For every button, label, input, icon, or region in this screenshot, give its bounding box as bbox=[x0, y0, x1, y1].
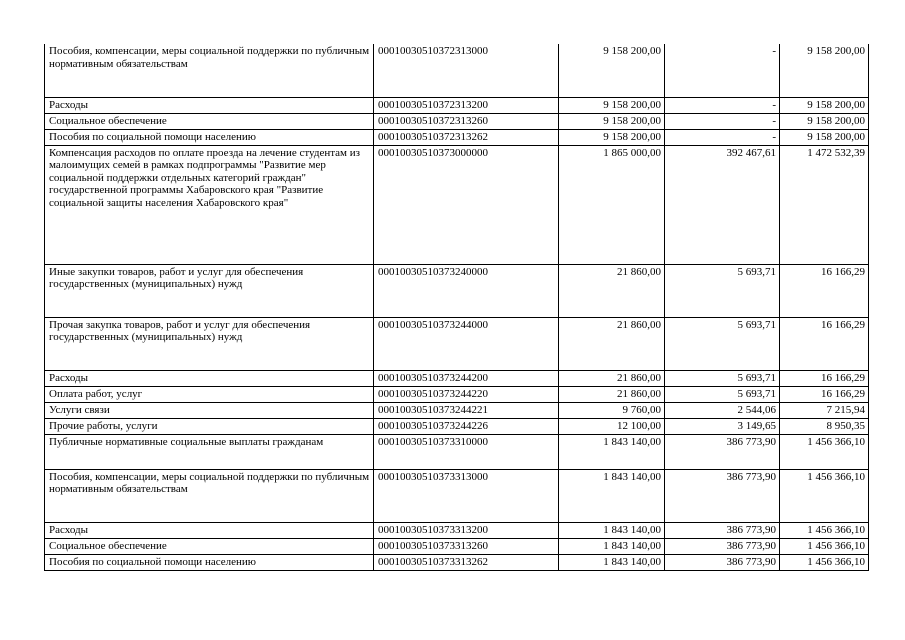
row-approved-cell: 12 100,00 bbox=[559, 418, 665, 434]
row-approved-cell: 9 760,00 bbox=[559, 402, 665, 418]
row-code-cell: 00010030510373313260 bbox=[374, 538, 559, 554]
row-executed-cell: 386 773,90 bbox=[665, 434, 780, 469]
row-name-cell: Пособия по социальной помощи населению bbox=[45, 129, 374, 145]
table-row bbox=[45, 538, 869, 554]
row-unexecuted-cell: 1 456 366,10 bbox=[780, 469, 869, 522]
row-code-cell: 00010030510373313262 bbox=[374, 554, 559, 570]
row-approved-cell: 1 843 140,00 bbox=[559, 554, 665, 570]
table-row bbox=[45, 317, 869, 370]
row-executed-cell: - bbox=[665, 129, 780, 145]
row-approved-cell: 21 860,00 bbox=[559, 370, 665, 386]
table-row bbox=[45, 97, 869, 113]
row-code-cell: 00010030510372313000 bbox=[374, 44, 559, 97]
row-code-cell: 00010030510373313200 bbox=[374, 522, 559, 538]
row-unexecuted-cell: 16 166,29 bbox=[780, 264, 869, 317]
row-unexecuted-cell: 16 166,29 bbox=[780, 386, 869, 402]
row-approved-cell: 1 843 140,00 bbox=[559, 538, 665, 554]
row-unexecuted-cell: 1 456 366,10 bbox=[780, 538, 869, 554]
row-approved-cell: 21 860,00 bbox=[559, 264, 665, 317]
row-unexecuted-cell: 16 166,29 bbox=[780, 317, 869, 370]
table-row bbox=[45, 554, 869, 570]
row-unexecuted-cell: 8 950,35 bbox=[780, 418, 869, 434]
row-executed-cell: 5 693,71 bbox=[665, 264, 780, 317]
row-code-cell: 00010030510373313000 bbox=[374, 469, 559, 522]
row-code-cell: 00010030510373310000 bbox=[374, 434, 559, 469]
row-approved-cell: 9 158 200,00 bbox=[559, 113, 665, 129]
row-name-cell: Пособия, компенсации, меры социальной поддержки по публичным нормативным обязательствам bbox=[45, 44, 374, 97]
table-row bbox=[45, 418, 869, 434]
table-row bbox=[45, 386, 869, 402]
row-code-cell: 00010030510373240000 bbox=[374, 264, 559, 317]
row-code-cell: 00010030510373244226 bbox=[374, 418, 559, 434]
row-name-cell: Расходы bbox=[45, 97, 374, 113]
row-approved-cell: 1 865 000,00 bbox=[559, 145, 665, 264]
row-executed-cell: 5 693,71 bbox=[665, 317, 780, 370]
row-code-cell: 00010030510373000000 bbox=[374, 145, 559, 264]
row-name-cell: Компенсация расходов по оплате проезда на лечение студентам из малоимущих семей в рамках подпрограммы "Развитие мер социальной поддержки отдельных категорий граждан" государственной программы Хабаровского края "Развитие социальной защиты населения Хабаровского края" bbox=[45, 145, 374, 264]
table-row bbox=[45, 145, 869, 264]
table-row bbox=[45, 44, 869, 97]
row-code-cell: 00010030510373244000 bbox=[374, 317, 559, 370]
row-unexecuted-cell: 9 158 200,00 bbox=[780, 113, 869, 129]
table-row bbox=[45, 129, 869, 145]
row-unexecuted-cell: 1 456 366,10 bbox=[780, 554, 869, 570]
row-code-cell: 00010030510372313260 bbox=[374, 113, 559, 129]
row-unexecuted-cell: 9 158 200,00 bbox=[780, 129, 869, 145]
table-row bbox=[45, 402, 869, 418]
row-code-cell: 00010030510372313262 bbox=[374, 129, 559, 145]
row-approved-cell: 9 158 200,00 bbox=[559, 129, 665, 145]
row-approved-cell: 1 843 140,00 bbox=[559, 469, 665, 522]
table-row bbox=[45, 370, 869, 386]
row-name-cell: Оплата работ, услуг bbox=[45, 386, 374, 402]
row-approved-cell: 1 843 140,00 bbox=[559, 522, 665, 538]
budget-execution-table bbox=[44, 44, 869, 571]
row-executed-cell: - bbox=[665, 44, 780, 97]
row-approved-cell: 21 860,00 bbox=[559, 386, 665, 402]
row-name-cell: Расходы bbox=[45, 370, 374, 386]
row-executed-cell: 3 149,65 bbox=[665, 418, 780, 434]
row-executed-cell: 386 773,90 bbox=[665, 538, 780, 554]
row-name-cell: Прочие работы, услуги bbox=[45, 418, 374, 434]
row-approved-cell: 1 843 140,00 bbox=[559, 434, 665, 469]
row-executed-cell: - bbox=[665, 113, 780, 129]
row-approved-cell: 21 860,00 bbox=[559, 317, 665, 370]
table-row bbox=[45, 434, 869, 469]
row-approved-cell: 9 158 200,00 bbox=[559, 44, 665, 97]
table-row bbox=[45, 469, 869, 522]
row-executed-cell: 2 544,06 bbox=[665, 402, 780, 418]
row-name-cell: Социальное обеспечение bbox=[45, 113, 374, 129]
row-executed-cell: 386 773,90 bbox=[665, 522, 780, 538]
row-executed-cell: 392 467,61 bbox=[665, 145, 780, 264]
row-executed-cell: 5 693,71 bbox=[665, 370, 780, 386]
row-code-cell: 00010030510373244221 bbox=[374, 402, 559, 418]
row-approved-cell: 9 158 200,00 bbox=[559, 97, 665, 113]
table-row bbox=[45, 264, 869, 317]
row-unexecuted-cell: 16 166,29 bbox=[780, 370, 869, 386]
row-name-cell: Пособия по социальной помощи населению bbox=[45, 554, 374, 570]
row-unexecuted-cell: 1 456 366,10 bbox=[780, 522, 869, 538]
row-executed-cell: 386 773,90 bbox=[665, 554, 780, 570]
row-executed-cell: - bbox=[665, 97, 780, 113]
row-executed-cell: 5 693,71 bbox=[665, 386, 780, 402]
row-name-cell: Услуги связи bbox=[45, 402, 374, 418]
table-row bbox=[45, 522, 869, 538]
row-name-cell: Иные закупки товаров, работ и услуг для обеспечения государственных (муниципальных) нужд bbox=[45, 264, 374, 317]
row-unexecuted-cell: 1 472 532,39 bbox=[780, 145, 869, 264]
row-name-cell: Социальное обеспечение bbox=[45, 538, 374, 554]
row-unexecuted-cell: 7 215,94 bbox=[780, 402, 869, 418]
row-name-cell: Прочая закупка товаров, работ и услуг для обеспечения государственных (муниципальных) нужд bbox=[45, 317, 374, 370]
row-executed-cell: 386 773,90 bbox=[665, 469, 780, 522]
row-code-cell: 00010030510373244200 bbox=[374, 370, 559, 386]
row-code-cell: 00010030510372313200 bbox=[374, 97, 559, 113]
row-unexecuted-cell: 1 456 366,10 bbox=[780, 434, 869, 469]
table-row bbox=[45, 113, 869, 129]
row-unexecuted-cell: 9 158 200,00 bbox=[780, 44, 869, 97]
row-name-cell: Пособия, компенсации, меры социальной поддержки по публичным нормативным обязательствам bbox=[45, 469, 374, 522]
row-unexecuted-cell: 9 158 200,00 bbox=[780, 97, 869, 113]
row-name-cell: Расходы bbox=[45, 522, 374, 538]
row-name-cell: Публичные нормативные социальные выплаты гражданам bbox=[45, 434, 374, 469]
row-code-cell: 00010030510373244220 bbox=[374, 386, 559, 402]
